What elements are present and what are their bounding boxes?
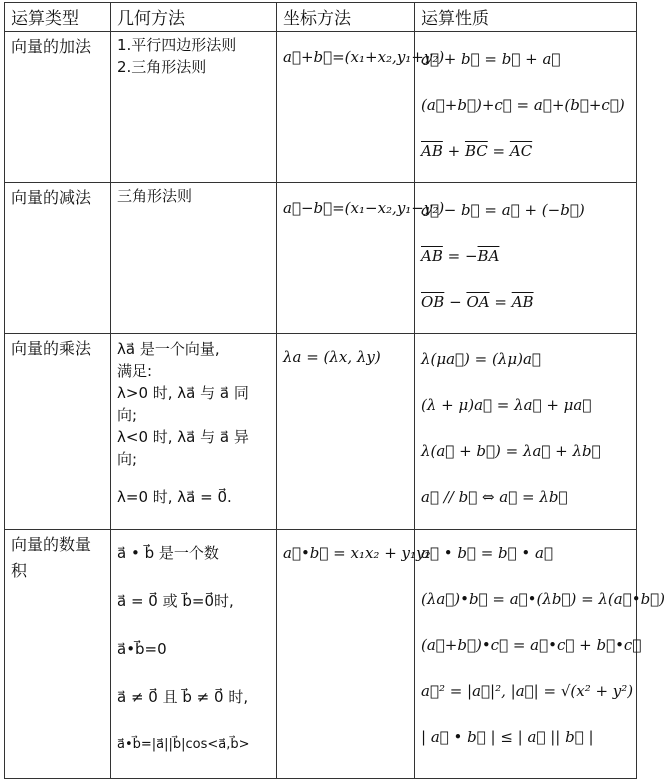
geometric-line: 1.平行四边形法则 xyxy=(117,36,237,54)
property-formula: a⃗ • b⃗ = b⃗ • a⃗ xyxy=(421,544,553,562)
coordinate-method xyxy=(277,530,431,779)
table-row xyxy=(5,32,637,183)
header-geometric-method: 几何方法 xyxy=(111,3,277,32)
property-formula: (a⃗+b⃗)•c⃗ = a⃗•c⃗ + b⃗•c⃗ xyxy=(421,636,642,654)
geometric-line: λa⃗ 是一个向量, xyxy=(117,340,220,358)
header-operation-type: 运算类型 xyxy=(5,3,111,32)
coordinate-method xyxy=(277,183,445,334)
properties xyxy=(415,183,637,334)
vector-operations-table xyxy=(4,2,665,779)
geometric-line: a⃗•b⃗=|a⃗||b⃗|cos<a⃗,b⃗> xyxy=(117,737,250,752)
geometric-line: a⃗•b⃗=0 xyxy=(117,640,167,658)
geometric-method xyxy=(111,32,277,183)
property-formula: a⃗ // b⃗ ⇔ a⃗ = λb⃗ xyxy=(421,488,568,506)
geometric-method xyxy=(111,530,277,779)
property-formula: $\overline{AB} = -\overline{BA}$ xyxy=(421,247,500,265)
geometric-method xyxy=(111,334,277,530)
property-formula: (a⃗+b⃗)+c⃗ = a⃗+(b⃗+c⃗) xyxy=(421,96,625,114)
header-coordinate-method: 坐标方法 xyxy=(277,3,415,32)
header-properties: 运算性质 xyxy=(415,3,637,32)
operation-type: 向量的加法 xyxy=(5,32,111,183)
property-formula: λ(a⃗ + b⃗) = λa⃗ + λb⃗ xyxy=(421,442,601,460)
geometric-line: 满足: xyxy=(117,362,153,380)
property-formula: a⃗² = |a⃗|², |a⃗| = √(x² + y²) xyxy=(421,682,634,700)
property-formula: λ(μa⃗) = (λμ)a⃗ xyxy=(421,350,541,368)
property-formula: a⃗ − b⃗ = a⃗ + (−b⃗) xyxy=(421,201,585,219)
properties xyxy=(415,530,665,779)
geometric-line: a⃗ • b⃗ 是一个数 xyxy=(117,544,219,562)
coordinate-formula: a⃗−b⃗=(x₁−x₂,y₁−y₂) xyxy=(283,199,445,217)
table-row xyxy=(5,530,637,779)
property-formula: $\overline{OB} - \overline{OA} = \overline{AB}$ xyxy=(421,293,534,311)
property-formula: (λ + μ)a⃗ = λa⃗ + μa⃗ xyxy=(421,396,592,414)
geometric-line: 向; xyxy=(117,450,138,468)
table-row xyxy=(5,183,637,334)
geometric-line: λ=0 时, λa⃗ = 0⃗. xyxy=(117,488,232,506)
property-formula: | a⃗ • b⃗ | ≤ | a⃗ || b⃗ | xyxy=(421,728,594,746)
header-row xyxy=(5,3,637,32)
geometric-line: a⃗ ≠ 0⃗ 且 b⃗ ≠ 0⃗ 时, xyxy=(117,688,249,706)
table-row xyxy=(5,334,637,530)
operation-type: 向量的减法 xyxy=(5,183,111,334)
geometric-line: 三角形法则 xyxy=(117,187,193,205)
property-formula: $\overline{AB} + \overline{BC} = \overline{AC}$ xyxy=(421,142,533,160)
coordinate-formula: a⃗+b⃗=(x₁+x₂,y₁+y₂) xyxy=(283,48,445,66)
property-formula: a⃗ + b⃗ = b⃗ + a⃗ xyxy=(421,50,561,68)
geometric-line: a⃗ = 0⃗ 或 b⃗=0⃗时, xyxy=(117,592,234,610)
operation-type: 向量的数量积 xyxy=(5,530,111,779)
coordinate-method xyxy=(277,334,415,530)
coordinate-formula: λa = (λx, λy) xyxy=(283,348,381,366)
geometric-line: 2.三角形法则 xyxy=(117,58,207,76)
coordinate-formula: a⃗•b⃗ = x₁x₂ + y₁y₂ xyxy=(283,544,431,562)
properties xyxy=(415,32,637,183)
property-formula: (λa⃗)•b⃗ = a⃗•(λb⃗) = λ(a⃗•b⃗) xyxy=(421,590,665,608)
spacer xyxy=(117,470,270,486)
geometric-line: λ<0 时, λa⃗ 与 a⃗ 异 xyxy=(117,428,249,446)
geometric-method xyxy=(111,183,277,334)
geometric-line: λ>0 时, λa⃗ 与 a⃗ 同 xyxy=(117,384,249,402)
properties xyxy=(415,334,637,530)
operation-type: 向量的乘法 xyxy=(5,334,111,530)
geometric-line: 向; xyxy=(117,406,138,424)
coordinate-method xyxy=(277,32,445,183)
